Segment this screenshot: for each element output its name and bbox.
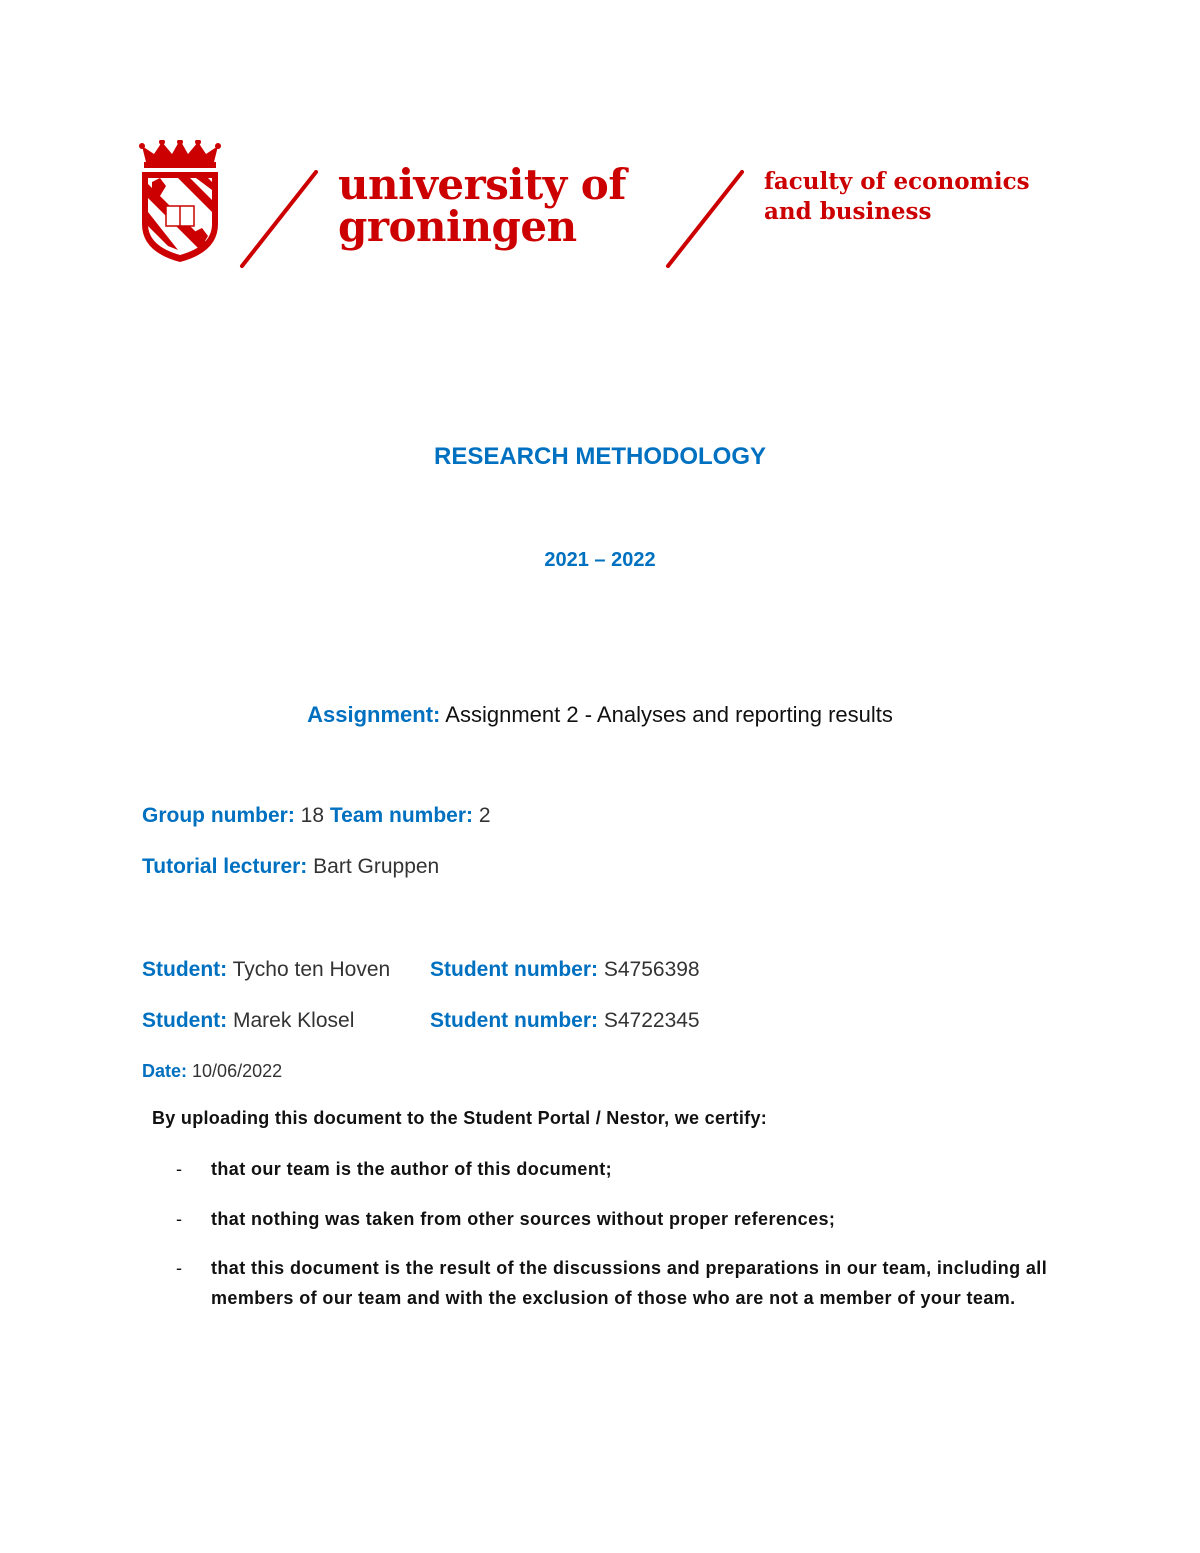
certification-item-text: that nothing was taken from other sources without proper references; [211, 1209, 836, 1229]
date-row [142, 1061, 282, 1082]
bullet-dash-icon: - [176, 1258, 183, 1278]
faculty-name-line2: and business [764, 198, 932, 225]
student-number-label: Student number: [430, 1009, 598, 1032]
team-number-value: 2 [478, 804, 491, 827]
group-number-label: Group number: [142, 804, 295, 827]
tutorial-row [142, 855, 439, 879]
bullet-dash-icon: - [176, 1159, 183, 1179]
assignment-row [0, 702, 1200, 728]
tutorial-lecturer-value: Bart Gruppen [313, 855, 440, 878]
faculty-name-line1: faculty of economics [764, 168, 1030, 195]
date-label: Date: [142, 1061, 188, 1081]
certification-item-text: that our team is the author of this document; [211, 1159, 613, 1179]
student-name: Tycho ten Hoven [232, 958, 391, 981]
team-number-label: Team number: [329, 804, 474, 827]
certification-item [176, 1204, 1076, 1234]
student-name: Marek Klosel [233, 1009, 355, 1032]
document-title: RESEARCH METHODOLOGY [433, 443, 766, 470]
student-row [142, 958, 390, 982]
group-number-value: 18 [300, 804, 325, 827]
divider-slash-icon [236, 170, 322, 268]
student-number-row [430, 958, 700, 982]
student-label: Student: [142, 958, 228, 981]
assignment-value: Assignment 2 - Analyses and reporting results [445, 702, 893, 727]
assignment-label: Assignment: [307, 702, 441, 727]
university-name-line2: groningen [338, 202, 577, 251]
date-value: 10/06/2022 [192, 1061, 283, 1081]
academic-years: 2021 – 2022 [544, 549, 656, 571]
certification-item [176, 1253, 1076, 1313]
student-number-value: S4722345 [603, 1009, 700, 1032]
certification-intro: By uploading this document to the Student Portal / Nestor, we certify: [152, 1108, 768, 1128]
tutorial-lecturer-label: Tutorial lecturer: [142, 855, 308, 878]
group-row [142, 804, 491, 828]
university-name-line1: university of [338, 160, 626, 209]
student-number-row [430, 1009, 700, 1033]
student-row [142, 1009, 354, 1033]
bullet-dash-icon: - [176, 1209, 183, 1229]
student-label: Student: [142, 1009, 228, 1032]
divider-slash-icon [662, 170, 748, 268]
certification-item [176, 1154, 1076, 1184]
certification-item-text: that this document is the result of the discussions and preparations in our team, including all members of our team and with the exclusion of those who are not a member of your team. [211, 1258, 1048, 1308]
student-number-label: Student number: [430, 958, 598, 981]
student-number-value: S4756398 [603, 958, 700, 981]
university-crest-icon [138, 140, 222, 265]
